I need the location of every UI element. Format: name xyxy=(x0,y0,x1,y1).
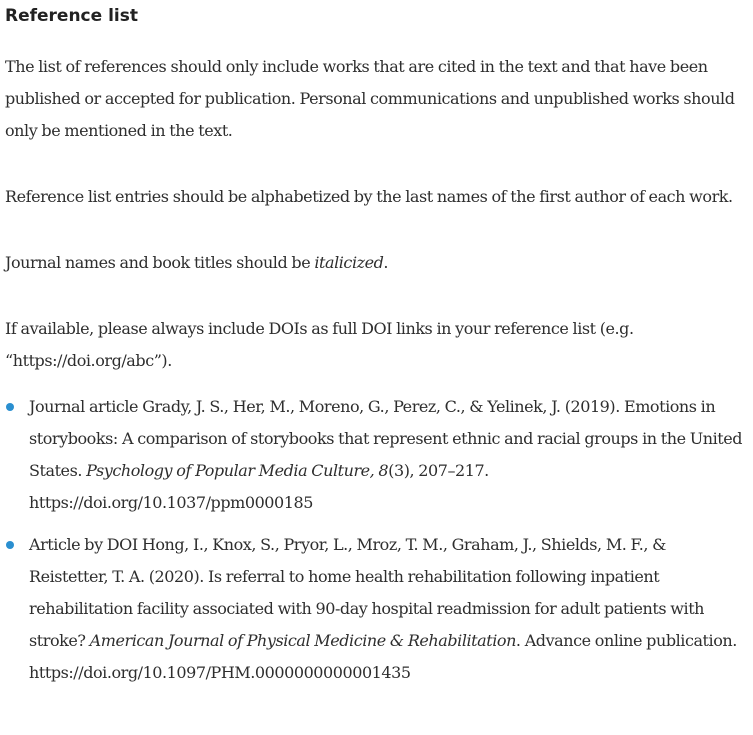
italicized-word: italicized xyxy=(314,253,384,272)
section-heading: Reference list xyxy=(5,6,138,26)
reference-text-after: . Advance online publication. https://doi.org/10.1097/PHM.0000000000001435 xyxy=(29,631,737,682)
reference-journal-title: American Journal of Physical Medicine & Rehabilitation xyxy=(89,631,516,650)
italicize-text-before: Journal names and book titles should be xyxy=(5,253,315,272)
paragraph-alphabetize: Reference list entries should be alphabetized by the last names of the first author of each work. xyxy=(5,187,733,206)
bullet-icon xyxy=(6,541,14,549)
reference-text-after: (3), 207–217. https://doi.org/10.1037/ppm0000185 xyxy=(29,461,489,512)
italicize-text-after: . xyxy=(383,253,389,272)
paragraph-cited-works: The list of references should only include works that are cited in the text and that have been published or accepted for publication. Personal communications and unpublished works should only be mentioned in the text. xyxy=(5,57,735,140)
list-item-journal-article xyxy=(5,391,747,519)
reference-journal-title: Psychology of Popular Media Culture, 8 xyxy=(86,461,389,480)
reference-list-section xyxy=(0,5,753,689)
paragraph-italicize xyxy=(5,247,747,279)
reference-examples-list xyxy=(5,391,747,689)
bullet-icon xyxy=(6,403,14,411)
reference-text-before: Article by DOI Hong, I., Knox, S., Pryor, L., Mroz, T. M., Graham, J., Shields, M. F., & Reistetter, T. A. (2020). Is referral to home health rehabilitation following inpatient rehabilitation facility associated with 90-day hospital readmission for adult patients with stroke? xyxy=(29,535,705,650)
list-item-article-by-doi xyxy=(5,529,747,689)
reference-text-before: Journal article Grady, J. S., Her, M., Moreno, G., Perez, C., & Yelinek, J. (2019). Emotions in storybooks: A comparison of storybooks that represent ethnic and racial groups in the United States. xyxy=(29,397,743,480)
paragraph-doi: If available, please always include DOIs as full DOI links in your reference list (e.g. “https://doi.org/abc”). xyxy=(5,319,634,370)
